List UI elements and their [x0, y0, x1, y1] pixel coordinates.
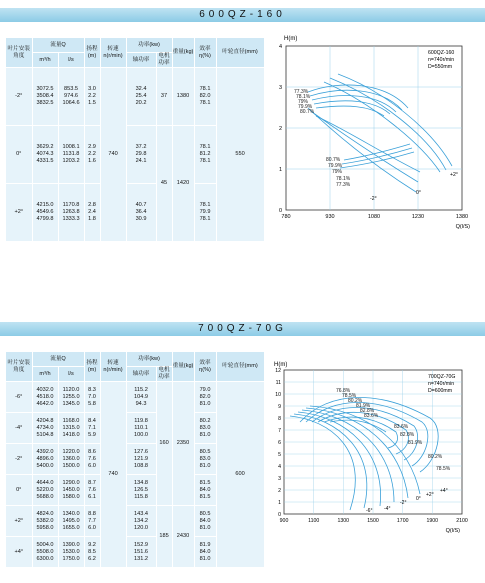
head-cell: 8.4 7.1 5.9 — [84, 413, 100, 444]
ls-cell: 1120.0 1255.0 1345.0 — [58, 382, 84, 413]
svg-text:82.8%: 82.8% — [400, 432, 415, 438]
pump2-ytick: 0 — [278, 512, 281, 518]
eff-cell: 81.5 84.0 81.5 — [194, 475, 216, 506]
eff-cell: 79.0 82.0 81.0 — [194, 382, 216, 413]
m3h-cell: 4644.0 5220.0 5688.0 — [32, 475, 58, 506]
svg-text:-4°: -4° — [384, 506, 391, 512]
svg-text:81.9%: 81.9% — [356, 403, 371, 409]
svg-text:80.7%: 80.7% — [326, 157, 341, 163]
pump1-spec-table — [6, 38, 265, 242]
svg-text:79%: 79% — [298, 99, 309, 105]
svg-text:700QZ-70G: 700QZ-70G — [428, 374, 456, 380]
pump2-info-box — [428, 374, 455, 394]
header-eff: 效率η(%) — [194, 38, 216, 68]
angle-cell: +4° — [6, 537, 32, 568]
pump1-ytick: 0 — [278, 208, 282, 214]
angle-cell: 0° — [6, 126, 32, 184]
header-power: 功率(kw) — [126, 352, 172, 367]
svg-text:-6°: -6° — [366, 508, 373, 514]
svg-text:83.6%: 83.6% — [364, 413, 379, 419]
pump2-ytick: 7 — [278, 428, 281, 434]
header-shaft: 轴功率 — [126, 367, 156, 382]
svg-text:77.3%: 77.3% — [294, 89, 309, 95]
svg-text:+2°: +2° — [450, 172, 458, 178]
pump2-title-band — [0, 322, 485, 336]
pump2-ytick: 11 — [275, 380, 281, 386]
header-motor: 电机功率 — [156, 53, 172, 68]
speed-cell: 740 — [100, 68, 126, 242]
weight-cell: 2430 — [172, 506, 194, 568]
svg-text:+2°: +2° — [426, 492, 434, 498]
header-m3h: m³/h — [32, 367, 58, 382]
svg-text:n=740r/min: n=740r/min — [428, 57, 455, 63]
ls-cell: 1390.0 1530.0 1750.0 — [58, 537, 84, 568]
pump1-efficiency-curves — [308, 74, 452, 192]
header-ls: l/s — [58, 367, 84, 382]
head-cell: 2.9 2.2 1.6 — [84, 126, 100, 184]
pump2-ytick: 3 — [278, 476, 281, 482]
weight-cell: 1380 — [172, 68, 194, 126]
header-imp: 叶轮直径(mm) — [216, 38, 264, 68]
head-cell: 9.2 8.5 6.2 — [84, 537, 100, 568]
pump1-xtick: 780 — [281, 214, 291, 220]
ls-cell: 1170.8 1263.8 1333.3 — [58, 184, 84, 242]
header-flow: 流量Q — [32, 38, 84, 53]
header-m3h: m³/h — [32, 53, 58, 68]
head-cell: 3.0 2.2 1.5 — [84, 68, 100, 126]
pump2-xtick: 1500 — [367, 518, 379, 524]
svg-text:+4°: +4° — [440, 488, 448, 494]
head-cell: 8.8 7.7 6.0 — [84, 506, 100, 537]
header-weight: 重量(kg) — [172, 352, 194, 382]
pump2-xtick: 1700 — [396, 518, 409, 524]
eff-cell: 78.1 79.9 78.1 — [194, 184, 216, 242]
pump2-ylabel: H(m) — [274, 362, 288, 368]
angle-cell: -2° — [6, 68, 32, 126]
pump2-xlabel: Q(l/S) — [445, 528, 460, 534]
eff-cell: 78.1 81.2 78.1 — [194, 126, 216, 184]
m3h-cell: 5004.0 5508.0 6300.0 — [32, 537, 58, 568]
pump2-ytick: 8 — [278, 416, 281, 422]
m3h-cell: 3629.2 4074.3 4331.5 — [32, 126, 58, 184]
angle-cell: -6° — [6, 382, 32, 413]
weight-cell: 1420 — [172, 126, 194, 242]
header-speed: 转速n(r/min) — [100, 352, 126, 382]
m3h-cell: 3072.5 3508.4 3832.5 — [32, 68, 58, 126]
svg-text:n=740r/min: n=740r/min — [428, 381, 455, 387]
pump2-ytick: 12 — [275, 368, 281, 374]
eff-cell: 81.9 84.0 81.0 — [194, 537, 216, 568]
svg-text:82.8%: 82.8% — [360, 408, 375, 414]
eff-cell: 80.5 84.0 81.0 — [194, 506, 216, 537]
shaft-cell: 143.4 134.2 120.0 — [126, 506, 156, 537]
m3h-cell: 4215.0 4549.6 4799.8 — [32, 184, 58, 242]
pump1-angle-labels — [370, 172, 458, 202]
pump1-ytick: 3 — [278, 85, 282, 91]
svg-text:83.6%: 83.6% — [394, 424, 409, 430]
svg-text:80.2%: 80.2% — [428, 454, 443, 460]
header-shaft: 轴功率 — [126, 53, 156, 68]
pump1-info-box — [428, 50, 454, 70]
pump2-performance-chart — [270, 360, 480, 540]
pump2-ytick: 5 — [278, 452, 281, 458]
m3h-cell: 4032.0 4518.0 4642.0 — [32, 382, 58, 413]
pump1-title-band — [0, 8, 485, 22]
pump2-xtick: 1300 — [337, 518, 350, 524]
motor-cell: 160 — [156, 382, 172, 506]
pump2-ytick: 9 — [278, 404, 281, 410]
m3h-cell: 4204.8 4734.0 5104.8 — [32, 413, 58, 444]
header-flow: 流量Q — [32, 352, 84, 367]
ls-cell: 1008.1 1131.8 1203.2 — [58, 126, 84, 184]
svg-text:78.5%: 78.5% — [342, 393, 357, 399]
pump2-ytick: 2 — [278, 488, 281, 494]
header-eff: 效率η(%) — [194, 352, 216, 382]
head-cell: 8.6 7.6 6.0 — [84, 444, 100, 475]
svg-text:79%: 79% — [332, 169, 343, 175]
head-cell: 8.7 7.6 6.1 — [84, 475, 100, 506]
svg-text:-2°: -2° — [370, 196, 377, 202]
pump2-xtick: 1100 — [308, 518, 320, 524]
svg-text:76.8%: 76.8% — [336, 388, 351, 394]
header-blade: 叶片安装角度 — [6, 352, 32, 382]
pump1-xtick: 1080 — [367, 214, 381, 220]
pump1-xtick: 1380 — [455, 214, 469, 220]
eff-cell: 78.1 82.0 78.1 — [194, 68, 216, 126]
angle-cell: -2° — [6, 444, 32, 475]
header-speed: 转速n(r/min) — [100, 38, 126, 68]
shaft-cell: 37.2 29.8 24.1 — [126, 126, 156, 184]
pump2-ytick: 4 — [278, 464, 281, 470]
svg-text:0°: 0° — [416, 496, 421, 502]
shaft-cell: 152.9 151.6 131.2 — [126, 537, 156, 568]
svg-text:78.5%: 78.5% — [436, 466, 451, 472]
ls-cell: 853.5 974.6 1064.6 — [58, 68, 84, 126]
ls-cell: 1290.0 1450.0 1580.0 — [58, 475, 84, 506]
ls-cell: 1168.0 1315.0 1418.0 — [58, 413, 84, 444]
svg-text:D=550mm: D=550mm — [428, 64, 453, 70]
header-head: 扬程(m) — [84, 352, 100, 382]
eff-cell: 80.2 83.0 81.0 — [194, 413, 216, 444]
pump1-ytick: 4 — [278, 44, 282, 50]
angle-cell: +2° — [6, 506, 32, 537]
m3h-cell: 4824.0 5382.0 5958.0 — [32, 506, 58, 537]
svg-text:78.1%: 78.1% — [296, 94, 311, 100]
header-ls: l/s — [58, 53, 84, 68]
pump1-performance-chart — [270, 32, 480, 232]
m3h-cell: 4392.0 4896.0 5400.0 — [32, 444, 58, 475]
pump1-xtick: 1230 — [411, 214, 425, 220]
angle-cell: -4° — [6, 413, 32, 444]
svg-text:78.1%: 78.1% — [336, 176, 351, 182]
svg-text:0°: 0° — [416, 190, 421, 196]
svg-text:80.7%: 80.7% — [300, 109, 315, 115]
shaft-cell: 127.6 121.9 108.8 — [126, 444, 156, 475]
weight-cell: 2350 — [172, 382, 194, 506]
shaft-cell: 40.7 36.4 30.9 — [126, 184, 156, 242]
svg-text:77.3%: 77.3% — [336, 182, 351, 188]
header-power: 功率(kw) — [126, 38, 172, 53]
imp-cell: 600 — [216, 382, 264, 568]
head-cell: 2.8 2.4 1.8 — [84, 184, 100, 242]
motor-cell: 45 — [156, 126, 172, 242]
header-weight: 重量(kg) — [172, 38, 194, 68]
ls-cell: 1220.0 1360.0 1500.0 — [58, 444, 84, 475]
svg-text:D=600mm: D=600mm — [428, 388, 453, 394]
pump2-ytick: 1 — [278, 500, 281, 506]
speed-cell: 740 — [100, 382, 126, 568]
pump2-xtick: 2100 — [456, 518, 468, 524]
header-blade: 叶片安装角度 — [6, 38, 32, 68]
shaft-cell: 119.8 110.1 100.0 — [126, 413, 156, 444]
shaft-cell: 32.4 25.4 20.2 — [126, 68, 156, 126]
imp-cell: 550 — [216, 68, 264, 242]
pump2-ytick: 10 — [275, 392, 281, 398]
motor-cell: 37 — [156, 68, 172, 126]
header-head: 扬程(m) — [84, 38, 100, 68]
svg-text:79.9%: 79.9% — [298, 104, 313, 110]
shaft-cell: 134.8 126.5 115.8 — [126, 475, 156, 506]
svg-text:80.2%: 80.2% — [348, 398, 363, 404]
pump1-ylabel: H(m) — [284, 36, 298, 42]
header-motor: 电机功率 — [156, 367, 172, 382]
svg-text:79.9%: 79.9% — [328, 163, 343, 169]
svg-text:-2°: -2° — [400, 500, 407, 506]
pump2-xtick: 1900 — [426, 518, 439, 524]
eff-cell: 80.5 83.0 81.0 — [194, 444, 216, 475]
pump1-xlabel: Q(l/S) — [455, 224, 470, 230]
pump2-ytick: 6 — [278, 440, 281, 446]
pump1-ytick: 2 — [278, 126, 282, 132]
header-imp: 叶轮直径(mm) — [216, 352, 264, 382]
angle-cell: +2° — [6, 184, 32, 242]
svg-text:600QZ-160: 600QZ-160 — [428, 50, 455, 56]
pump2-spec-table — [6, 352, 265, 568]
pump2-xtick: 900 — [279, 518, 289, 524]
pump1-xtick: 930 — [325, 214, 335, 220]
ls-cell: 1340.0 1495.0 1655.0 — [58, 506, 84, 537]
angle-cell: 0° — [6, 475, 32, 506]
pump2-title: 700QZ-70G — [198, 323, 287, 334]
svg-text:81.9%: 81.9% — [408, 440, 423, 446]
pump1-title: 600QZ-160 — [199, 9, 286, 20]
pump1-ytick: 1 — [278, 167, 282, 173]
motor-cell: 185 — [156, 506, 172, 568]
head-cell: 8.3 7.0 5.8 — [84, 382, 100, 413]
pump1-grid — [286, 46, 462, 210]
shaft-cell: 115.2 104.9 94.3 — [126, 382, 156, 413]
